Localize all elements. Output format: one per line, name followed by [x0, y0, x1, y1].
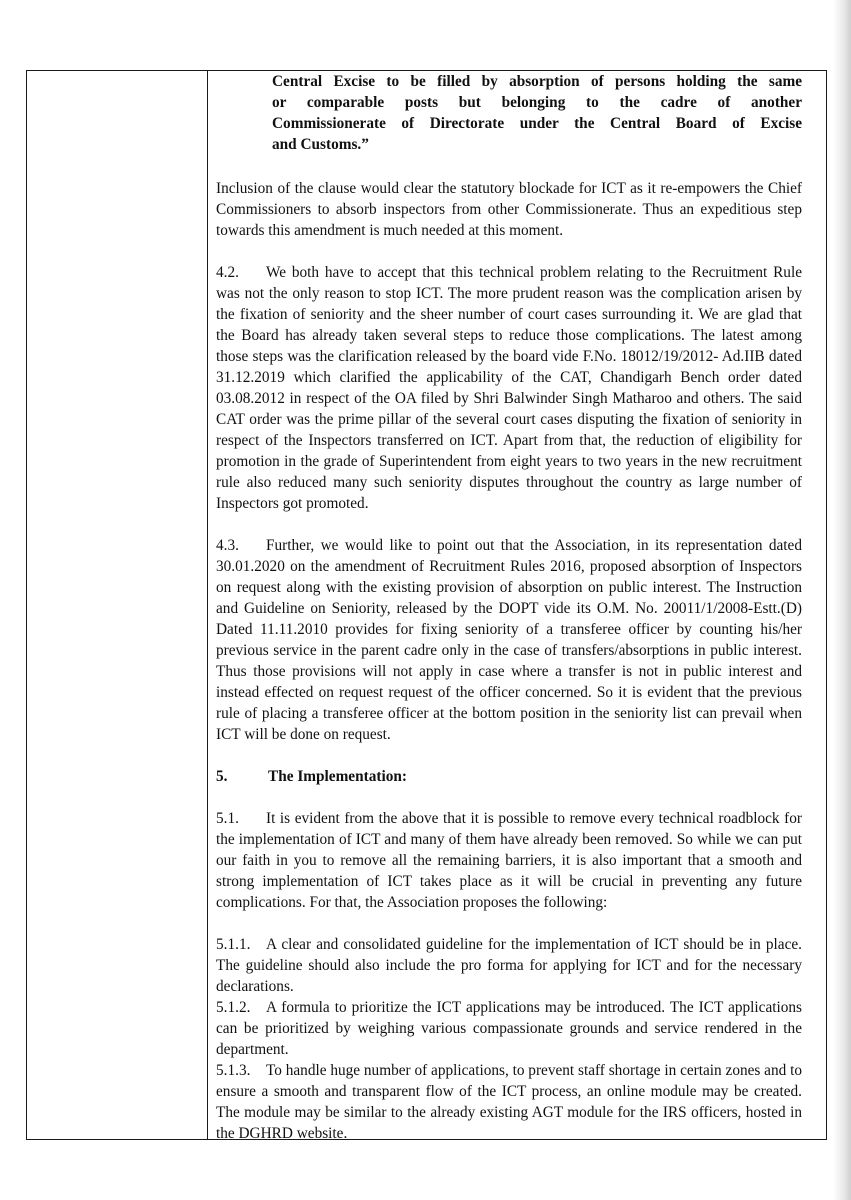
paragraph-4-3 — [216, 535, 802, 745]
quote-line: Commissionerate of Directorate under the Central Board of Excise — [272, 115, 802, 132]
paragraph-5-1-1 — [216, 934, 802, 997]
section-heading-5 — [216, 766, 802, 787]
quote-line: Central Excise to be filled by absorption of persons holding the same — [272, 73, 802, 90]
document-table — [26, 70, 827, 1140]
paragraph-4-2 — [216, 262, 802, 514]
heading-title: The Implementation: — [268, 768, 407, 785]
paragraph-text: It is evident from the above that it is possible to remove every technical roadblock for the implementation of ICT and many of them have already been removed. So while we can put our faith in you to remove all the remaining barriers, it is also important that a smooth and strong implementation of ICT takes place as it will be crucial in preventing any future complications. For that, the Association proposes the following: — [216, 810, 802, 911]
paragraph-5-1-3 — [216, 1060, 802, 1144]
page-edge-shadow — [833, 0, 851, 1200]
paragraph-5-1-2 — [216, 997, 802, 1060]
paragraph-text: A formula to prioritize the ICT applications may be introduced. The ICT applications can be prioritized by weighing various compassionate grounds and service rendered in the department. — [216, 999, 802, 1058]
quoted-rule-text — [272, 71, 802, 155]
paragraph-text: To handle huge number of applications, to prevent staff shortage in certain zones and to ensure a smooth and transparent flow of the ICT process, an online module may be created. The module may be similar to the already existing AGT module for the IRS officers, hosted in the DGHRD website. — [216, 1062, 802, 1142]
paragraph-number: 5.1. — [216, 810, 239, 827]
heading-number: 5. — [216, 768, 228, 785]
paragraph-number: 5.1.1. — [216, 936, 251, 953]
paragraph-number: 5.1.2. — [216, 999, 251, 1016]
paragraph-text: Further, we would like to point out that the Association, in its representation dated 30.01.2020 on the amendment of Recruitment Rules 2016, proposed absorption of Inspectors on request along with the existing provision of absorption on public interest. The Instruction and Guideline on Seniority, released by the DOPT vide its O.M. No. 20011/1/2008-Estt.(D) Dated 11.11.2010 provides for fixing seniority of a transferee officer by counting his/her previous service in the parent cadre only in the case of transfers/absorptions in public interest. Thus those provisions will not apply in case where a transfer is not in public interest and instead effected on request request of the officer concerned. So it is evident that the previous rule of placing a transferee officer at the bottom position in the seniority list can prevail when ICT will be done on request. — [216, 537, 802, 743]
paragraph-number: 4.3. — [216, 537, 239, 554]
table-content-cell — [216, 71, 802, 1144]
paragraph-number: 5.1.3. — [216, 1062, 251, 1079]
paragraph-text: A clear and consolidated guideline for the implementation of ICT should be in place. The guideline should also include the pro forma for applying for ICT and for the necessary declarations. — [216, 936, 802, 995]
table-column-divider — [207, 71, 208, 1139]
paragraph-5-1 — [216, 808, 802, 913]
paragraph-text: We both have to accept that this technical problem relating to the Recruitment Rule was not the only reason to stop ICT. The more prudent reason was the complication arisen by the fixation of seniority and the sheer number of court cases surrounding it. We are glad that the Board has already taken several steps to reduce those complications. The latest among those steps was the clarification released by the board vide F.No. 18012/19/2012- Ad.IIB dated 31.12.2019 which clarified the applicability of the CAT, Chandigarh Bench order dated 03.08.2012 in respect of the OA filed by Shri Balwinder Singh Matharoo and others. The said CAT order was the prime pillar of the several court cases disputing the fixation of seniority in respect of the Inspectors transferred on ICT. Apart from that, the reduction of eligibility for promotion in the grade of Superintendent from eight years to two years in the new recruitment rule also reduced many such seniority disputes throughout the country as large number of Inspectors got promoted. — [216, 264, 802, 512]
quote-line: or comparable posts but belonging to the cadre of another — [272, 94, 802, 111]
quote-line: and Customs.” — [272, 136, 369, 153]
paragraph-inclusion: Inclusion of the clause would clear the statutory blockade for ICT as it re-empowers the Chief Commissioners to absorb inspectors from other Commissionerate. Thus an expeditious step towards this amendment is much needed at this moment. — [216, 180, 802, 239]
paragraph-number: 4.2. — [216, 264, 239, 281]
